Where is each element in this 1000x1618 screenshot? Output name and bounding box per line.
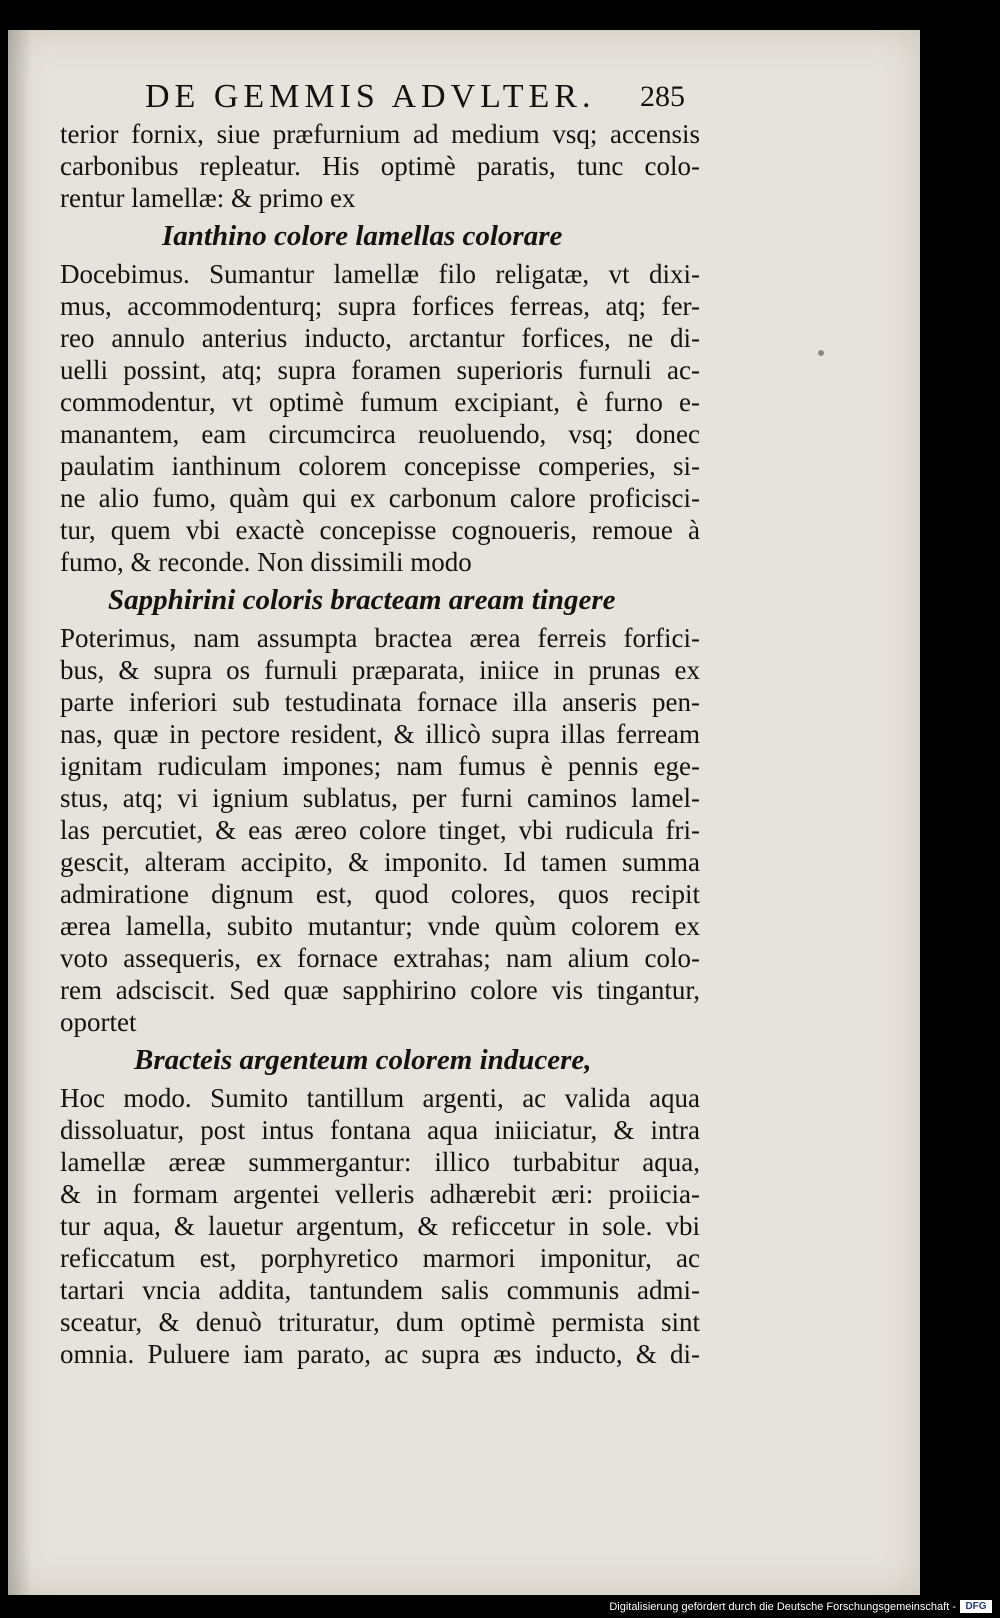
text-line: las percutiet, & eas æreo colore tinget, vbi rudicula fri- [60, 815, 700, 845]
text-line: oportet [60, 1007, 137, 1037]
text-line: nas, quæ in pectore resident, & illicò supra illas ferream [60, 719, 700, 749]
text-line: ærea lamella, subito mutantur; vnde quùm colorem ex [60, 911, 700, 941]
text-line: bus, & supra os furnuli præparata, iniice in prunas ex [60, 655, 700, 685]
text-line: lamellæ æreæ summergantur: illico turbabitur aqua, [60, 1147, 700, 1177]
text-line: sceatur, & denuò trituratur, dum optimè permista sint [60, 1307, 700, 1337]
text-line: ne alio fumo, quàm qui ex carbonum calore proficisci- [60, 483, 700, 513]
running-head: DE GEMMIS ADVLTER. [145, 78, 596, 115]
paragraph-1 [60, 118, 700, 214]
paragraph-2 [60, 258, 700, 578]
text-line: dissoluatur, post intus fontana aqua iniiciatur, & intra [60, 1115, 700, 1145]
text-line: mus, accommodenturq; supra forfices ferreas, atq; fer- [60, 291, 700, 321]
dfg-logo: DFG [960, 1600, 992, 1613]
text-line: fumo, & reconde. Non dissimili modo [60, 547, 472, 577]
paragraph-3 [60, 622, 700, 1038]
text-line: reficcatum est, porphyretico marmori imponitur, ac [60, 1243, 700, 1273]
text-line: tartari vncia addita, tantundem salis communis admi- [60, 1275, 700, 1305]
text-line: & in formam argentei velleris adhærebit æri: proiicia- [60, 1179, 700, 1209]
text-line: tur, quem vbi exactè concepisse cognoueris, remoue à [60, 515, 700, 545]
text-line: Docebimus. Sumantur lamellæ filo religatæ, vt dixi- [60, 259, 700, 289]
text-line: admiratione dignum est, quod colores, quos recipit [60, 879, 700, 909]
text-line: gescit, alteram accipito, & imponito. Id tamen summa [60, 847, 700, 877]
text-line: reo annulo anterius inducto, arctantur forfices, ne di- [60, 323, 700, 353]
page-number: 285 [640, 80, 685, 113]
text-line: terior fornix, siue præfurnium ad medium vsq; accensis [60, 119, 700, 149]
text-block [60, 118, 700, 1370]
text-line: manantem, eam circumcirca reuoluendo, vsq; donec [60, 419, 700, 449]
text-line: commodentur, vt optimè fumum excipiant, è furno e- [60, 387, 700, 417]
text-line: ignitam rudiculam impones; nam fumus è pennis ege- [60, 751, 700, 781]
text-line: rem adsciscit. Sed quæ sapphirino colore vis tingantur, [60, 975, 700, 1005]
text-line: parte inferiori sub testudinata fornace illa anseris pen- [60, 687, 700, 717]
text-line: tur aqua, & lauetur argentum, & reficcetur in sole. vbi [60, 1211, 700, 1241]
text-line: voto assequeris, ex fornace extrahas; nam alium colo- [60, 943, 700, 973]
section-heading: Sapphirini coloris bracteam aream tingere [108, 584, 616, 616]
text-line: paulatim ianthinum colorem concepisse comperies, si- [60, 451, 700, 481]
text-line: omnia. Puluere iam parato, ac supra æs inducto, & di- [60, 1339, 700, 1369]
text-line: Hoc modo. Sumito tantillum argenti, ac valida aqua [60, 1083, 700, 1113]
footer-credit: Digitalisierung gefördert durch die Deutsche Forschungsgemeinschaft - [609, 1601, 956, 1613]
text-line: rentur lamellæ: & primo ex [60, 183, 356, 213]
text-line: Poterimus, nam assumpta bractea ærea ferreis forfici- [60, 623, 700, 653]
text-line: carbonibus repleatur. His optimè paratis, tunc colo- [60, 151, 700, 181]
page-gutter-shadow [8, 30, 32, 1595]
text-line: uelli possint, atq; supra foramen superioris furnuli ac- [60, 355, 700, 385]
text-line: stus, atq; vi ignium sublatus, per furni caminos lamel- [60, 783, 700, 813]
section-heading: Bracteis argenteum colorem inducere, [134, 1044, 592, 1076]
section-heading: Ianthino colore lamellas colorare [162, 220, 563, 252]
paragraph-4 [60, 1082, 700, 1370]
paper-speck [818, 350, 824, 356]
